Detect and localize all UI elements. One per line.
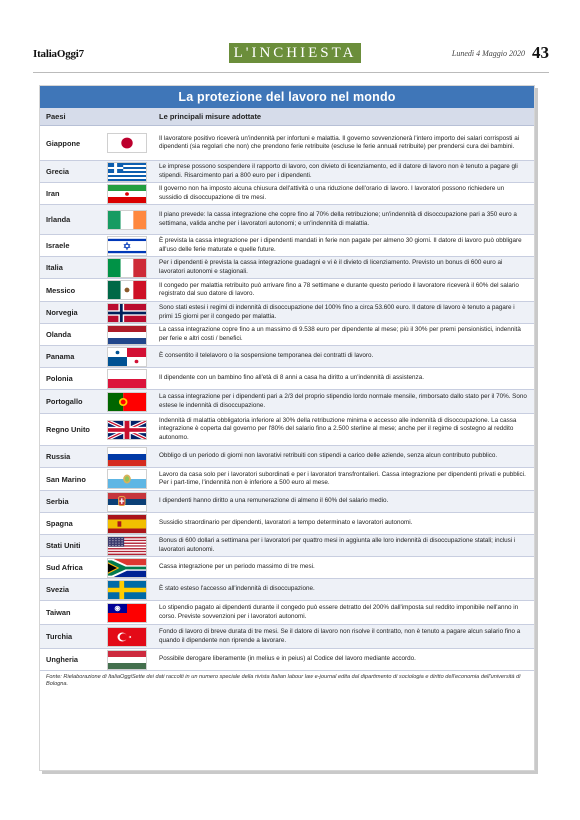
table-header: [40, 108, 534, 126]
table-row: [40, 257, 534, 279]
turkey-flag-icon: [100, 627, 153, 647]
measure-text: Il congedo per malattia retribuito può arrivare fino a 78 settimane e durante questo periodo il lavoratore riceverà il 60% del salario registrato dal suo datore di lavoro.: [159, 281, 519, 297]
panama-flag-icon: [100, 347, 153, 367]
newspaper-logo: ItaliaOggi7: [33, 48, 84, 60]
country-name: Israele: [46, 241, 70, 250]
column-header-country: Paesi: [46, 112, 66, 121]
country-name: Grecia: [46, 167, 70, 176]
japan-flag-icon: [100, 133, 153, 153]
taiwan-flag-icon: [100, 603, 153, 623]
table-row: [40, 346, 534, 368]
sanmarino-flag-icon: [100, 469, 153, 489]
measure-text: Obbligo di un periodo di giorni non lavorativi retribuiti con stipendi a carico delle aziende, senza alcun contributo pubblico.: [159, 452, 498, 460]
country-name: Messico: [46, 285, 76, 295]
greece-flag-icon: [100, 162, 153, 182]
italy-flag-icon: [100, 258, 153, 278]
table-row: [40, 324, 534, 346]
country-name: Taiwan: [46, 608, 71, 617]
sweden-flag-icon: [100, 580, 153, 600]
table-row: [40, 468, 534, 491]
serbia-flag-icon: [100, 492, 153, 512]
section-title: L'INCHIESTA: [229, 43, 361, 63]
norway-flag-icon: [100, 303, 153, 323]
measure-text: Cassa integrazione per un periodo massimo di tre mesi.: [159, 563, 315, 571]
table-row: [40, 414, 534, 446]
country-name: Sud Africa: [46, 563, 83, 572]
country-name: Svezia: [46, 585, 70, 594]
measure-text: Sono stati estesi i regimi di indennità di disoccupazione del 100% fino a circa 53.600 euro. Il datore di lavoro è tenuto a pagare i primi 15 giorni per il congedo per malattia.: [159, 304, 515, 320]
table-frame: [39, 85, 535, 771]
country-name: Regno Unito: [46, 425, 90, 434]
header-divider: [33, 72, 549, 73]
table-row: [40, 161, 534, 183]
measure-text: Sussidio straordinario per dipendenti, lavoratori a tempo determinato e lavoratori autonomi.: [159, 519, 413, 527]
poland-flag-icon: [100, 369, 153, 389]
country-name: Stati Uniti: [46, 541, 81, 550]
table-row: [40, 235, 534, 257]
issue-date: Lunedì 4 Maggio 2020: [451, 49, 525, 58]
measure-text: Il governo non ha imposto alcuna chiusura dell'attività o una riduzione dell'orario di lavoro. I lavoratori possono richiedere un sussidio di disoccupazione di tre mesi.: [159, 185, 505, 201]
column-header-measures: Le principali misure adottate: [159, 112, 262, 121]
country-name: Turchia: [46, 632, 73, 641]
table-title: La protezione del lavoro nel mondo: [40, 86, 534, 108]
table-row: [40, 557, 534, 579]
country-name: San Marino: [46, 474, 86, 484]
measure-text: Fondo di lavoro di breve durata di tre mesi. Se il datore di lavoro non risolve il contratto, non è tenuto a pagare alcun salario fino a quando il dipendente non riprende a lavorare.: [159, 628, 521, 644]
table-row: [40, 579, 534, 601]
masthead: [33, 40, 549, 68]
page-number: 43: [532, 43, 549, 62]
hungary-flag-icon: [100, 650, 153, 670]
country-name: Serbia: [46, 497, 69, 506]
russia-flag-icon: [100, 447, 153, 467]
measure-text: La cassa integrazione copre fino a un massimo di 9.538 euro per dipendente al mese; più il 30% per premi pensionistici, indennità per ferie e altri costi / benefici.: [159, 326, 521, 342]
southafrica-flag-icon: [100, 558, 153, 578]
measure-text: Possibile derogare liberamente (in melius e in peius) al Codice del lavoro mediante accordo.: [159, 655, 416, 663]
measure-text: È stato esteso l'accesso all'indennità di disoccupazione.: [159, 585, 315, 593]
country-name: Portogallo: [46, 397, 83, 406]
israel-flag-icon: [100, 236, 153, 256]
table-row: [40, 513, 534, 535]
measure-text: Per i dipendenti è prevista la cassa integrazione guadagni e vi è il divieto di licenziamento. Previsto un bonus di 600 euro ai lavoratori autonomi e stagionali.: [159, 259, 503, 275]
measure-text: Indennità di malattia obbligatoria inferiore al 30% della retribuzione minima e accesso alle indennità di disoccupazione. La cassa integrazione è coperta dal governo per l'80% del salario fino a 2.500 sterline al mese; anche per il regime di sostegno al reddito autonomo.: [159, 417, 517, 441]
table-row: [40, 279, 534, 302]
ireland-flag-icon: [100, 210, 153, 230]
country-name: Irlanda: [46, 215, 71, 224]
measure-text: Il dipendente con un bambino fino all'età di 8 anni a casa ha diritto a un'indennità di assistenza.: [159, 374, 424, 382]
measure-text: Lavoro da casa solo per i lavoratori subordinati e per i lavoratori transfrontalieri. Cassa integrazione per dipendenti privati e pubblici. Per i part-time, l'indennità non è inferiore a 500 euro al mese.: [159, 470, 526, 486]
country-name: Spagna: [46, 519, 73, 528]
country-name: Ungheria: [46, 655, 79, 664]
country-name: Russia: [46, 452, 71, 461]
table-row: [40, 649, 534, 671]
iran-flag-icon: [100, 184, 153, 204]
measure-text: È consentito il telelavoro o la sospensione temporanea dei contratti di lavoro.: [159, 352, 374, 360]
measure-text: Lo stipendio pagato ai dipendenti durante il congedo può essere detratto del 200% dall'imposta sul reddito imponibile nell'anno in corso. Previste sovvenzioni per i lavoratori autonomi.: [159, 604, 519, 620]
measure-text: Il lavoratore positivo riceverà un'indennità per infortuni e malattia. Il governo sovvenzionerà l'intero importo dei salari corrisposti ai dipendenti (sia regolari che non) che prendono ferie retribuite (escluse le ferie annuali retribuite) per prendersi cura dei bambini.: [159, 134, 520, 150]
mexico-flag-icon: [100, 280, 153, 300]
table-row: [40, 183, 534, 205]
country-name: Norvegia: [46, 308, 78, 317]
measure-text: Le imprese possono sospendere il rapporto di lavoro, con divieto di licenziamento, ed il datore di lavoro non è tenuto a pagare gli stipendi. Risarcimento pari a 800 euro per i dipendenti.: [159, 163, 518, 179]
table-row: [40, 390, 534, 414]
measure-text: Bonus di 600 dollari a settimana per i lavoratori per quattro mesi in aggiunta alle loro indennità di disoccupazione statali; inclusi i lavoratori autonomi.: [159, 537, 516, 553]
source-note: Fonte: Rielaborazione di ItaliaOggiSette dei dati raccolti in un numero speciale della rivista Italian labour law e-journal edita dal dipartimento di sociologia e diritto dell'economia dell'università di Bologna.: [46, 674, 521, 688]
table-row: [40, 302, 534, 324]
netherlands-flag-icon: [100, 325, 153, 345]
measure-text: È prevista la cassa integrazione per i dipendenti mandati in ferie non pagate per almeno 30 giorni. Il datore di lavoro può obbligare all'uso delle ferie maturate e quelle future.: [159, 237, 522, 253]
country-name: Giappone: [46, 138, 81, 148]
table-row: [40, 205, 534, 235]
table-row: [40, 535, 534, 557]
country-name: Polonia: [46, 374, 73, 383]
table-body: [40, 126, 534, 671]
uk-flag-icon: [100, 420, 153, 440]
measure-text: La cassa integrazione per i dipendenti pari a 2/3 del proprio stipendio lordo normale mensile, rimborsato dallo stato per il 70%. Sono estese le indennità di disoccupazione.: [159, 393, 527, 409]
measure-text: Il piano prevede: la cassa integrazione che copre fino al 70% della retribuzione; un'indennità di disoccupazione pari a 350 euro a settimana, valida anche per i lavoratori autonomi; e un'indennità di malattia.: [159, 211, 517, 227]
country-name: Olanda: [46, 330, 72, 339]
table-row: [40, 446, 534, 468]
country-name: Panama: [46, 352, 75, 361]
table-row: [40, 126, 534, 161]
spain-flag-icon: [100, 514, 153, 534]
table-row: [40, 601, 534, 625]
country-name: Iran: [46, 189, 60, 198]
usa-flag-icon: [100, 536, 153, 556]
portugal-flag-icon: [100, 392, 153, 412]
country-name: Italia: [46, 263, 63, 272]
table-row: [40, 625, 534, 649]
measure-text: I dipendenti hanno diritto a una remunerazione di almeno il 60% del salario medio.: [159, 497, 389, 505]
table-row: [40, 491, 534, 513]
table-row: [40, 368, 534, 390]
